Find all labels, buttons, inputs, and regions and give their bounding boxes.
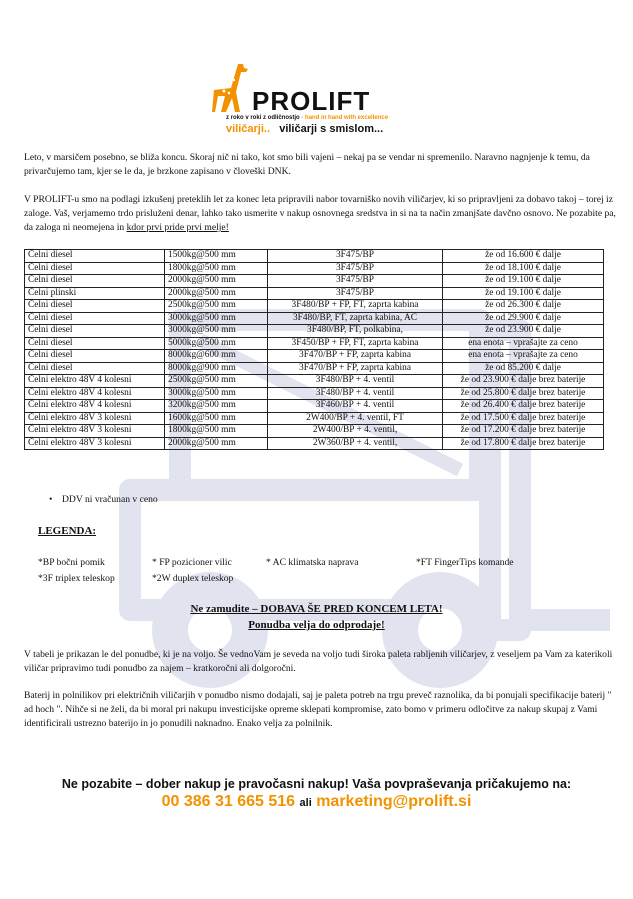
table-row (25, 250, 604, 263)
truck-type-cell: Čelni elektro 48V 3 kolesni (25, 437, 165, 450)
legend-item: *2W duplex teleskop (152, 573, 234, 584)
prolift-logo (212, 62, 432, 140)
price-cell: že od 23.900 € dalje (443, 325, 604, 338)
legend-title: LEGENDA: (38, 525, 97, 537)
capacity-cell: 2500kg@500 mm (165, 375, 268, 388)
price-cell: že od 26.400 € dalje brez baterije (443, 400, 604, 413)
capacity-cell: 2500kg@500 mm (165, 300, 268, 313)
capacity-cell: 3000kg@500 mm (165, 312, 268, 325)
body-paragraph-3: V tabeli je prikazan le del ponudbe, ki je na voljo. Še vednoVam je seveda na voljo tudi široka paleta rabljenih viličarjev, z veseljem pa Vam za katerikoli viličar pripravimo tudi ponudbo za najem – kratkoročni ali dolgoročni. (24, 649, 613, 674)
price-cell: že od 19.100 € dalje (443, 275, 604, 288)
price-cell: že od 18.100 € dalje (443, 262, 604, 275)
vat-note-text: DDV ni vračunan v ceno (62, 494, 158, 505)
email-link[interactable]: marketing@prolift.si (316, 793, 472, 810)
capacity-cell: 2000kg@500 mm (165, 287, 268, 300)
footer-contact (0, 793, 633, 811)
giraffe-logo-icon (212, 62, 252, 112)
bullet-icon: • (49, 494, 53, 505)
price-cell: že od 17.800 € dalje brez baterije (443, 437, 604, 450)
equipment-cell: 3F480/BP + 4. ventil (268, 375, 443, 388)
intro-paragraph-2-text: V PROLIFT-u smo na podlagi izkušenj preteklih let za konec leta pripravili nabor tovarniško novih viličarjev, ki so pripravljeni za dobavo takoj – torej iz zaloge. Vaš, verjamemo trdo prisluženi denar, lahko tako usmerite v nakup osnovnega sredstva in si na ta način zmanjšate davčno osnovo. Ne pozabite pa, da zaloga ni neomejena in (24, 194, 616, 233)
price-cell: že od 17.200 € dalje brez baterije (443, 425, 604, 438)
vat-note (49, 494, 158, 505)
tagline-slovene: z roko v roki z odličnostjo (226, 115, 300, 121)
price-cell: že od 16.600 € dalje (443, 250, 604, 263)
equipment-cell: 3F470/BP + FP, zaprta kabina (268, 350, 443, 363)
capacity-cell: 2000kg@500 mm (165, 275, 268, 288)
price-cell: že od 26.300 € dalje (443, 300, 604, 313)
equipment-cell: 2W400/BP + 4. ventil, (268, 425, 443, 438)
capacity-cell: 1500kg@500 mm (165, 250, 268, 263)
capacity-cell: 3000kg@500 mm (165, 325, 268, 338)
legend-item: *3F triplex teleskop (38, 573, 115, 584)
slogan-part-b: viličarji s smislom... (279, 123, 384, 135)
legend-item: *FT FingerTips komande (416, 557, 514, 568)
offer-table (24, 249, 604, 450)
price-cell: ena enota – vprašajte za ceno (443, 350, 604, 363)
equipment-cell: 2W400/BP + 4. ventil, FT (268, 412, 443, 425)
legend-item: * FP pozicioner vilic (152, 557, 232, 568)
first-come-slogan: kdor prvi pride prvi melje! (126, 222, 229, 233)
price-cell: že od 23.900 € dalje brez baterije (443, 375, 604, 388)
truck-type-cell: Čelni diesel (25, 325, 165, 338)
capacity-cell: 8000kg@600 mm (165, 350, 268, 363)
phone-number[interactable]: 00 386 31 665 516 (161, 793, 296, 810)
table-row (25, 437, 604, 450)
equipment-cell: 3F475/BP (268, 250, 443, 263)
equipment-cell: 2W360/BP + 4. ventil, (268, 437, 443, 450)
contact-or: ali (299, 797, 312, 809)
slogan-part-a: viličarji.. (226, 123, 271, 135)
table-row (25, 425, 604, 438)
truck-type-cell: Čelni diesel (25, 300, 165, 313)
table-row (25, 387, 604, 400)
table-row (25, 362, 604, 375)
equipment-cell: 3F480/BP + 4. ventil (268, 387, 443, 400)
truck-type-cell: Čelni elektro 48V 4 kolesni (25, 387, 165, 400)
table-row (25, 262, 604, 275)
truck-type-cell: Čelni elektro 48V 3 kolesni (25, 425, 165, 438)
price-cell: ena enota – vprašajte za ceno (443, 337, 604, 350)
truck-type-cell: Čelni elektro 48V 4 kolesni (25, 375, 165, 388)
validity-callout: Ponudba velja do odprodaje! (248, 619, 385, 631)
capacity-cell: 8000kg@900 mm (165, 362, 268, 375)
equipment-cell: 3F475/BP (268, 275, 443, 288)
table-row (25, 325, 604, 338)
equipment-cell: 3F480/BP, FT, zaprta kabina, AC (268, 312, 443, 325)
truck-type-cell: Čelni diesel (25, 312, 165, 325)
truck-type-cell: Čelni plinski (25, 287, 165, 300)
logo-slogan (226, 123, 383, 135)
truck-type-cell: Čelni diesel (25, 275, 165, 288)
footer-reminder: Ne pozabite – dober nakup je pravočasni nakup! Vaša povpraševanja pričakujemo na: (61, 777, 572, 791)
offer-table-body (25, 250, 604, 450)
price-cell: že od 85.200 € dalje (443, 362, 604, 375)
truck-type-cell: Čelni diesel (25, 350, 165, 363)
delivery-callout: Ne zamudite – DOBAVA ŠE PRED KONCEM LETA! (190, 603, 443, 615)
body-paragraph-4: Baterij in polnilikov pri električnih viličarjih v ponudbo nismo dodajali, saj je paleta potreb na trgu preveč raznolika, da bi ponujali specifikacije baterij " ad hoch ". Nihče si ne želi, da bi moral pri nakupu investicijske opreme sklepati kompromise, zato bomo v primeru odločitve za nakup skupaj z Vami identificirali ustrezno baterijo in jo ponudili naknadno. Enako velja za polnilnik. (24, 690, 612, 729)
table-row (25, 287, 604, 300)
intro-paragraph-1: Leto, v marsičem posebno, se bliža koncu. Skoraj nič ni tako, kot smo bili vajeni – nekaj pa se vendar ni spremenilo. Naravno nagnjenje k temu, da privarčujemo tam, kjer se le da, je brzkone zapisano v človeški DNK. (24, 152, 590, 177)
capacity-cell: 1800kg@500 mm (165, 425, 268, 438)
legend-item: * AC klimatska naprava (266, 557, 359, 568)
intro-paragraph-2 (24, 193, 619, 235)
truck-type-cell: Čelni diesel (25, 362, 165, 375)
equipment-cell: 3F475/BP (268, 287, 443, 300)
equipment-cell: 3F475/BP (268, 262, 443, 275)
tagline-english: - hand in hand with excellence (301, 115, 389, 121)
capacity-cell: 2000kg@500 mm (165, 437, 268, 450)
table-row (25, 400, 604, 413)
table-row (25, 412, 604, 425)
table-row (25, 375, 604, 388)
price-cell: že od 17.500 € dalje brez baterije (443, 412, 604, 425)
price-cell: že od 29.900 € dalje (443, 312, 604, 325)
price-cell: že od 25.800 € dalje brez baterije (443, 387, 604, 400)
table-row (25, 337, 604, 350)
equipment-cell: 3F480/BP, FT, polkabina, (268, 325, 443, 338)
truck-type-cell: Čelni elektro 48V 4 kolesni (25, 400, 165, 413)
capacity-cell: 3000kg@500 mm (165, 387, 268, 400)
equipment-cell: 3F480/BP + FP, FT, zaprta kabina (268, 300, 443, 313)
equipment-cell: 3F470/BP + FP, zaprta kabina (268, 362, 443, 375)
capacity-cell: 3200kg@500 mm (165, 400, 268, 413)
truck-type-cell: Čelni diesel (25, 250, 165, 263)
brand-name: PROLIFT (252, 86, 371, 116)
truck-type-cell: Čelni elektro 48V 3 kolesni (25, 412, 165, 425)
price-cell: že od 19.100 € dalje (443, 287, 604, 300)
equipment-cell: 3F450/BP + FP, FT, zaprta kabina (268, 337, 443, 350)
logo-tagline (226, 115, 388, 121)
legend-item: *BP bočni pomik (38, 557, 105, 568)
capacity-cell: 1600kg@500 mm (165, 412, 268, 425)
table-row (25, 275, 604, 288)
truck-type-cell: Čelni diesel (25, 262, 165, 275)
capacity-cell: 1800kg@500 mm (165, 262, 268, 275)
table-row (25, 300, 604, 313)
table-row (25, 350, 604, 363)
truck-type-cell: Čelni diesel (25, 337, 165, 350)
equipment-cell: 3F460/BP + 4. ventil (268, 400, 443, 413)
table-row (25, 312, 604, 325)
capacity-cell: 5000kg@500 mm (165, 337, 268, 350)
